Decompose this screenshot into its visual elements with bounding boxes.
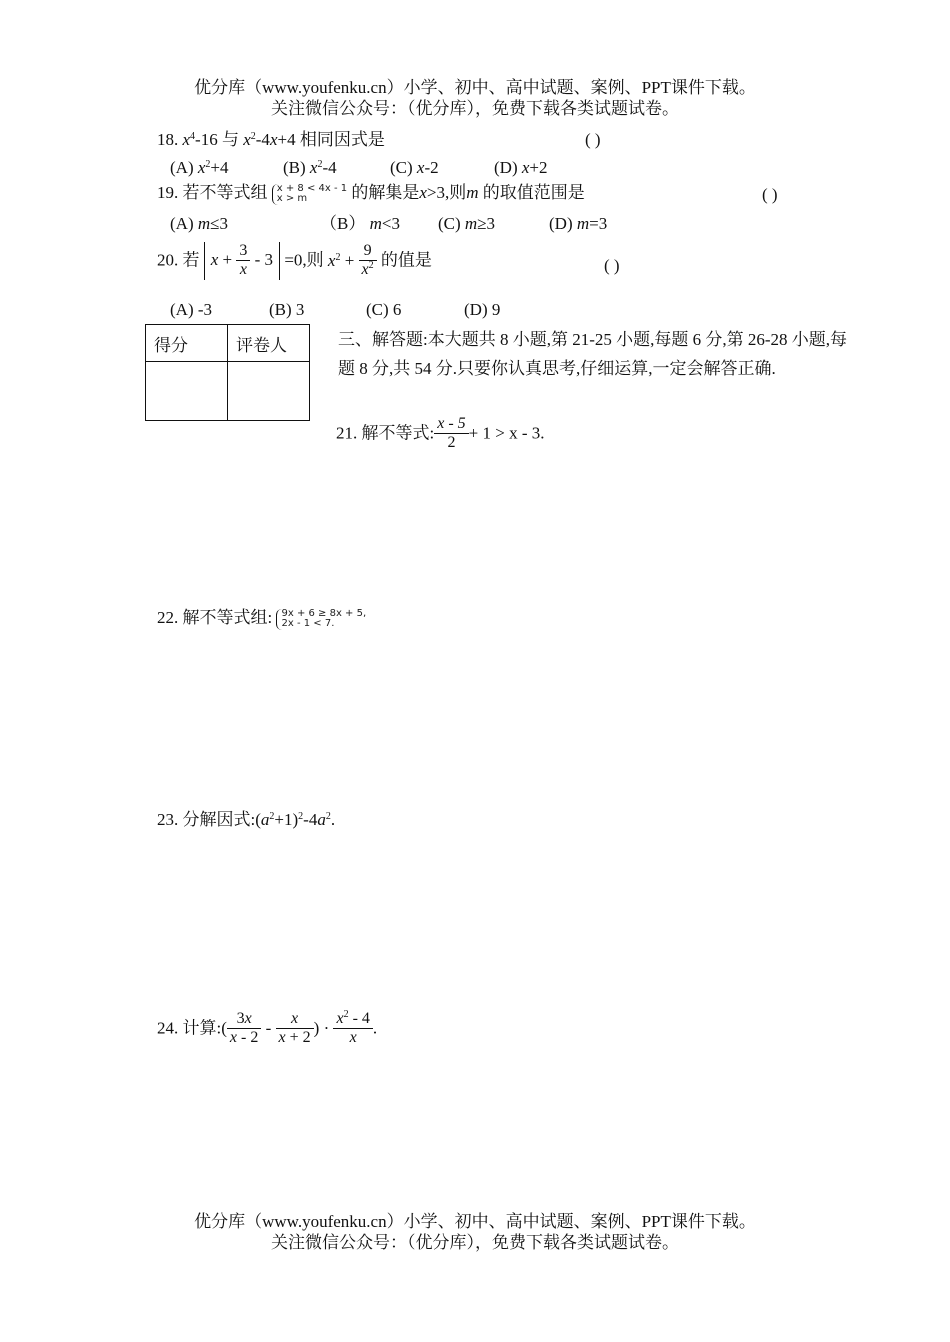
q19-answer-paren: ( ) xyxy=(762,185,778,204)
question-18: 18. $x^4-16$ 与 $x^2-4x+4$ 相同因式是 xyxy=(157,130,385,149)
question-22: 22. 解不等式组: 9x + 6 ≥ 8x + 5, 2x - 1 < 7. xyxy=(157,607,367,630)
question-23: 23. 分解因式$:(a^2+1)^2-4a^2$. xyxy=(157,810,336,829)
header-line-2: 关注微信公众号：（优分库），免费下载各类试题试卷。 xyxy=(271,99,679,118)
question-20: 20. 若 x + $\frac{3}{x}$ - 3 =0,则 $x^2$ + $\frac{9}{x^2}$ 的值是 xyxy=(157,242,432,279)
question-19: 19. 若不等式组 x + 8 < 4x - 1 x > m 的解集是x>3,则m 的取值范围是 xyxy=(157,182,585,205)
q20-option-d: (D) 9 xyxy=(464,300,501,319)
q19-option-a: (A) m≤3 xyxy=(170,214,228,233)
q18-option-d: (D) x+2 xyxy=(494,158,548,177)
q20-absolute-value: x + $\frac{3}{x}$ - 3 xyxy=(204,242,280,280)
q19-option-c: (C) m≥3 xyxy=(438,214,496,233)
section-3-heading: 三、解答题:本大题共 8 小题,第 21-25 小题,每题 6 分,第 26-28 小题,每题 8 分,共 54 分.只要你认真思考,仔细运算,一定会解答正确. xyxy=(338,330,848,378)
header-line-1: 优分库（www.youfenku.cn）小学、初中、高中试题、案例、PPT课件下载。 xyxy=(194,78,756,97)
q18-option-c: (C) x-2 xyxy=(390,158,439,177)
q20-option-b: (B) 3 xyxy=(269,300,305,319)
grader-cell[interactable] xyxy=(228,362,310,421)
score-table xyxy=(145,324,310,421)
q18-option-a: (A) $x^2+4$ xyxy=(170,158,229,177)
q19-inequality-system: x + 8 < 4x - 1 x > m xyxy=(272,184,347,205)
footer-line-2: 关注微信公众号：（优分库），免费下载各类试题试卷。 xyxy=(271,1233,679,1252)
score-cell[interactable] xyxy=(146,362,228,421)
q19-option-d: (D) m=3 xyxy=(549,214,608,233)
q19-option-b: （B） m<3 xyxy=(320,214,400,233)
q20-answer-paren: ( ) xyxy=(604,256,620,275)
score-header: 得分 xyxy=(146,325,228,362)
footer-line-1: 优分库（www.youfenku.cn）小学、初中、高中试题、案例、PPT课件下载。 xyxy=(194,1212,756,1231)
q18-answer-paren: ( ) xyxy=(585,130,601,149)
grader-header: 评卷人 xyxy=(228,325,310,362)
q20-option-c: (C) 6 xyxy=(366,300,402,319)
question-24: 24. 计算:( $\frac{3x}{x - 2}$ - $\frac{x}{x + 2}$ ) · $\frac{x^2 - 4}{x}$ . xyxy=(157,1009,378,1047)
q18-option-b: (B) $x^2-4$ xyxy=(283,158,337,177)
question-21: 21. 解不等式: $\frac{x - 5}{2}$ + 1 > x - 3. xyxy=(336,415,545,452)
q22-inequality-system: 9x + 6 ≥ 8x + 5, 2x - 1 < 7. xyxy=(276,609,366,630)
q20-option-a: (A) -3 xyxy=(170,300,213,319)
